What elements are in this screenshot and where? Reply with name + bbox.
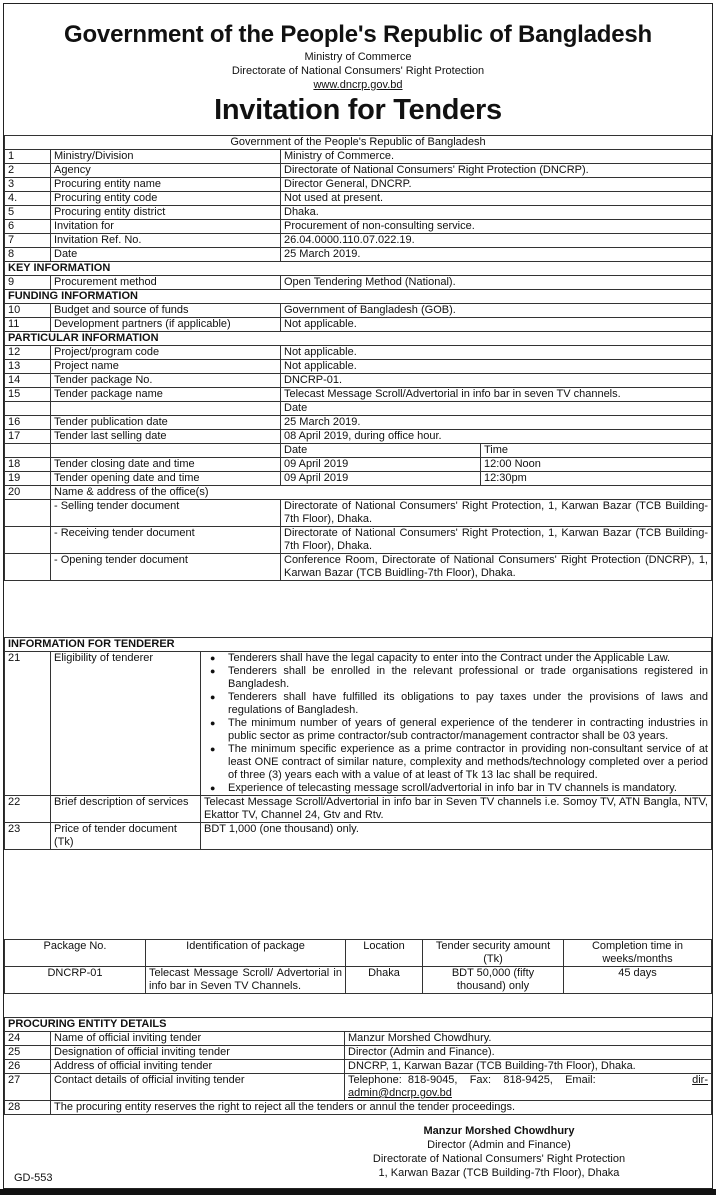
package-cell: Dhaka <box>346 967 423 994</box>
table-row: 16 Tender publication date 25 March 2019. <box>5 416 712 430</box>
package-column-header: Completion time in weeks/months <box>564 940 712 967</box>
table-row: 18 Tender closing date and time 09 April 2019 12:00 Noon <box>5 458 712 472</box>
table-row: 8 Date 25 March 2019. <box>5 248 712 262</box>
signatory-name: Manzur Morshed Chowdhury <box>423 1125 575 1137</box>
package-column-header: Tender security amount (Tk) <box>423 940 564 967</box>
eligibility-list <box>204 652 708 795</box>
table-row: 11 Development partners (if applicable) Not applicable. <box>5 318 712 332</box>
table-row: - Opening tender document Conference Room, Directorate of National Consumers' Right Protection (DNCRP), 1, Karwan Bazar (TCB Buidling-7th Floor), Dhaka. <box>5 554 712 581</box>
email-link-part2[interactable]: admin@dncrp.gov.bd <box>348 1087 452 1099</box>
gd-code: GD-553 <box>14 1172 53 1184</box>
tenderer-info-table <box>4 637 712 850</box>
table-row: 5 Procuring entity district Dhaka. <box>5 206 712 220</box>
table-row: 9 Procurement method Open Tendering Method (National). <box>5 276 712 290</box>
table-row: 15 Tender package name Telecast Message Scroll/Advertorial in info bar in seven TV channels. <box>5 388 712 402</box>
phone-fax-line: Telephone: 818-9045, Fax: 818-9425, Email: <box>348 1074 596 1086</box>
table-row: - Selling tender document Directorate of National Consumers' Right Protection, 1, Karwan Bazar (TCB Building-7th Floor), Dhaka. <box>5 500 712 527</box>
list-item: ● The minimum number of years of general experience of the tenderer in contracting industries in public sector as prime contractor/sub contractor/management contractor shall be 03 years. <box>204 717 708 743</box>
table-row: 1 Ministry/Division Ministry of Commerce. <box>5 150 712 164</box>
signatory-address: 1, Karwan Bazar (TCB Building-7th Floor), Dhaka <box>378 1167 620 1179</box>
package-cell: DNCRP-01 <box>5 967 146 994</box>
table-row: 6 Invitation for Procurement of non-consulting service. <box>5 220 712 234</box>
list-item: ● Tenderers shall be enrolled in the relevant professional or trade organisations registered in Bangladesh. <box>204 665 708 691</box>
date-column-header: Date <box>281 444 481 458</box>
government-title: Government of the People's Republic of Bangladesh <box>64 21 652 48</box>
package-table <box>4 939 712 994</box>
table-row: 27 Contact details of official inviting tender Telephone: 818-9045, Fax: 818-9425, Email: dir- admin@dncrp.gov.bd <box>5 1074 712 1101</box>
tender-notice <box>3 3 713 1189</box>
section-procuring-entity-details: PROCURING ENTITY DETAILS <box>5 1018 712 1032</box>
table-row: 25 Designation of official inviting tender Director (Admin and Finance). <box>5 1046 712 1060</box>
table-row: 7 Invitation Ref. No. 26.04.0000.110.07.022.19. <box>5 234 712 248</box>
table-row: - Receiving tender document Directorate of National Consumers' Right Protection, 1, Karwan Bazar (TCB Building-7th Floor), Dhaka. <box>5 527 712 554</box>
table-row: 2 Agency Directorate of National Consumers' Right Protection (DNCRP). <box>5 164 712 178</box>
table-row: 21 Eligibility of tenderer ● Tenderers shall have the legal capacity to enter into the Contract under the Applicable Law. ● Tenderers shall be enrolled in the relevant professional or trade organisations registered in Bangladesh. ● Tenderers shall have fulfilled its obligations to pay taxes under the provisions of laws and regulations of Bangladesh. ● The minimum number of years of general experience of the tenderer in contracting industries in public sector as prime contractor/sub contractor/management contractor shall be 03 years. ● The minimum specific experience as a prime contractor in providing non-consultant service of at least ONE contract of similar nature, complexity and methods/technology completed over a period of three (3) years each with a value of at least of Tk 13 lac shall be required. ● Experience of telecasting message scroll/advertorial in info bar in TV channels is mandatory. <box>5 652 712 796</box>
signatory-office: Directorate of National Consumers' Right Protection <box>372 1153 626 1165</box>
date-column-header: Date <box>281 402 712 416</box>
table-row: 10 Budget and source of funds Government of Bangladesh (GOB). <box>5 304 712 318</box>
table-row: 4. Procuring entity code Not used at present. <box>5 192 712 206</box>
signatory-designation: Director (Admin and Finance) <box>427 1139 571 1151</box>
time-column-header: Time <box>481 444 712 458</box>
table-row: 26 Address of official inviting tender DNCRP, 1, Karwan Bazar (TCB Building-7th Floor), Dhaka. <box>5 1060 712 1074</box>
table-row: 28 The procuring entity reserves the right to reject all the tenders or annul the tender proceedings. <box>5 1101 712 1115</box>
package-column-header: Location <box>346 940 423 967</box>
section-key-information: KEY INFORMATION <box>5 262 712 276</box>
table-row: 12 Project/program code Not applicable. <box>5 346 712 360</box>
list-item: ● Experience of telecasting message scroll/advertorial in info bar in TV channels is mandatory. <box>204 782 708 795</box>
package-cell: Telecast Message Scroll/ Advertorial in info bar in Seven TV Channels. <box>146 967 346 994</box>
table-row: 19 Tender opening date and time 09 April 2019 12:30pm <box>5 472 712 486</box>
eligibility-list-cell <box>201 652 712 796</box>
table-row: 13 Project name Not applicable. <box>5 360 712 374</box>
table-row: 20 Name & address of the office(s) <box>5 486 712 500</box>
table-row: 23 Price of tender document (Tk) BDT 1,000 (one thousand) only. <box>5 823 712 850</box>
procuring-entity-table <box>4 1017 712 1115</box>
notice-header <box>4 20 712 127</box>
table-subtitle: Government of the People's Republic of Bangladesh <box>5 136 712 150</box>
table-row: 22 Brief description of services Telecast Message Scroll/Advertorial in info bar in Seven TV channels i.e. Somoy TV, ATN Bangla, NTV, Ekattor TV, Channel 24, Gtv and Rtv. <box>5 796 712 823</box>
package-cell: BDT 50,000 (fifty thousand) only <box>423 967 564 994</box>
section-funding-information: FUNDING INFORMATION <box>5 290 712 304</box>
directorate-name: Directorate of National Consumers' Right Protection <box>231 65 485 77</box>
list-item: ● Tenderers shall have the legal capacity to enter into the Contract under the Applicable Law. <box>204 652 708 665</box>
list-item: ● Tenderers shall have fulfilled its obligations to pay taxes under the provisions of laws and regulations of Bangladesh. <box>204 691 708 717</box>
table-row: 14 Tender package No. DNCRP-01. <box>5 374 712 388</box>
table-row: 3 Procuring entity name Director General, DNCRP. <box>5 178 712 192</box>
table-row: 17 Tender last selling date 08 April 2019, during office hour. <box>5 430 712 444</box>
website-link[interactable]: www.dncrp.gov.bd <box>313 79 403 91</box>
contact-details <box>345 1074 712 1101</box>
tender-info-table <box>4 135 712 581</box>
ministry-name: Ministry of Commerce <box>304 51 412 63</box>
page-title: Invitation for Tenders <box>214 94 502 126</box>
package-column-header: Package No. <box>5 940 146 967</box>
package-column-header: Identification of package <box>146 940 346 967</box>
package-cell: 45 days <box>564 967 712 994</box>
table-row: 24 Name of official inviting tender Manzur Morshed Chowdhury. <box>5 1032 712 1046</box>
signature-block <box>344 1124 654 1180</box>
section-information-for-tenderer: INFORMATION FOR TENDERER <box>5 638 712 652</box>
bottom-rule <box>0 1189 716 1195</box>
list-item: ● The minimum specific experience as a prime contractor in providing non-consultant service of at least ONE contract of similar nature, complexity and methods/technology completed over a period of three (3) years each with a value of at least of Tk 13 lac shall be required. <box>204 743 708 782</box>
section-particular-information: PARTICULAR INFORMATION <box>5 332 712 346</box>
email-link-part1[interactable]: dir- <box>692 1074 708 1086</box>
